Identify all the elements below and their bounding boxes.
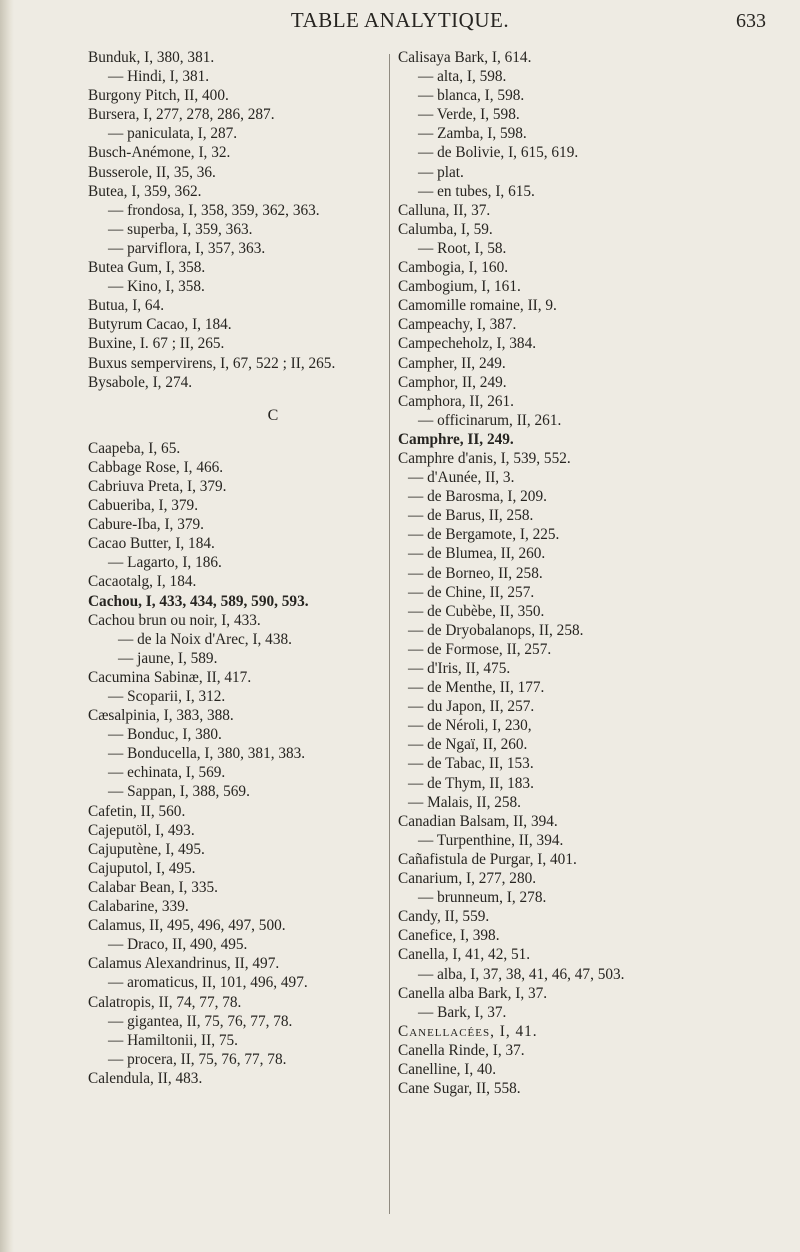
index-entry: — de Bolivie, I, 615, 619. [418,144,579,162]
index-entry: Bysabole, I, 274. [88,373,193,391]
index-entry: Calluna, II, 37. [398,201,491,219]
index-entry: — paniculata, I, 287. [108,125,238,143]
index-entry: Calamus, II, 495, 496, 497, 500. [88,917,286,935]
index-entry: Burgony Pitch, II, 400. [88,87,229,105]
right-entries [398,48,768,1098]
index-entry: Cajuputol, I, 495. [88,859,196,877]
index-entry: — Malais, II, 258. [408,793,522,811]
index-entry: Camphor, II, 249. [398,373,507,391]
index-entry: Calatropis, II, 74, 77, 78. [88,993,242,1011]
index-entry: — Bonducella, I, 380, 381, 383. [108,745,306,763]
index-entry: — Bark, I, 37. [418,1003,507,1021]
index-entry: Cambogium, I, 161. [398,278,521,296]
index-entry: Camomille romaine, II, 9. [398,297,557,315]
index-entry: Candy, II, 559. [398,908,490,926]
index-entry: — blanca, I, 598. [418,87,525,105]
index-entry: — de Menthe, II, 177. [408,679,545,697]
index-entry: Butyrum Cacao, I, 184. [88,316,232,334]
running-title: TABLE ANALYTIQUE. [290,8,510,32]
index-entry: — de Blumea, II, 260. [408,545,546,563]
right-index-column [398,48,768,1098]
column-divider [389,54,390,1214]
index-entry: — Sappan, I, 388, 569. [108,783,250,801]
index-entry: Calamus Alexandrinus, II, 497. [88,955,280,973]
index-entry: Calumba, I, 59. [398,220,493,238]
index-entry: Camphre d'anis, I, 539, 552. [398,449,571,467]
index-entry: Cajuputène, I, 495. [88,840,205,858]
index-entry: — Verde, I, 598. [418,106,520,124]
index-entry: Canellacées, I, 41. [398,1022,538,1040]
index-entry: Cafetin, II, 560. [88,802,186,820]
index-entry: — alba, I, 37, 38, 41, 46, 47, 503. [418,965,625,983]
index-entry: — de Cubèbe, II, 350. [408,602,545,620]
index-entry: Cabbage Rose, I, 466. [88,458,224,476]
index-entry: Campher, II, 249. [398,354,506,372]
index-entry: Busserole, II, 35, 36. [88,163,216,181]
index-entry: — frondosa, I, 358, 359, 362, 363. [108,201,320,219]
index-entry: — de Bergamote, I, 225. [408,526,560,544]
index-entry: Canadian Balsam, II, 394. [398,812,558,830]
index-entry: — de Borneo, II, 258. [408,564,543,582]
index-entry: Cacao Butter, I, 184. [88,535,215,553]
index-entry: Campecheholz, I, 384. [398,335,537,353]
index-entry: — officinarum, II, 261. [418,411,562,429]
index-entry: — en tubes, I, 615. [418,182,535,200]
index-entry: Butua, I, 64. [88,297,165,315]
index-entry: Camphre, II, 249. [398,430,514,448]
index-entry: — Hindi, I, 381. [108,68,210,86]
index-entry: — de Néroli, I, 230, [408,717,532,735]
index-entry: Cabure-Iba, I, 379. [88,516,204,534]
index-entry: Cambogia, I, 160. [398,259,509,277]
index-entry: Canella, I, 41, 42, 51. [398,946,531,964]
index-entry: Butea Gum, I, 358. [88,259,206,277]
index-entry: Canefice, I, 398. [398,927,500,945]
page-number: 633 [736,10,766,32]
index-entry: — superba, I, 359, 363. [108,220,253,238]
index-entry: — d'Iris, II, 475. [408,660,511,677]
index-entry: Canella Rinde, I, 37. [398,1041,525,1059]
index-entry: — de Chine, II, 257. [408,583,535,601]
index-entry: Canarium, I, 277, 280. [398,870,537,888]
index-entry: — de Ngaï, II, 260. [408,736,528,754]
index-entry: — de Thym, II, 183. [408,774,534,792]
index-entry: — d'Aunée, II, 3. [408,469,515,487]
index-entry: Campeachy, I, 387. [398,316,517,334]
index-entry: Buxine, I. 67 ; II, 265. [88,335,225,353]
index-entry: Cabriuva Preta, I, 379. [88,477,227,495]
index-entry: — Lagarto, I, 186. [108,554,222,572]
index-entry: Canelline, I, 40. [398,1060,497,1078]
index-entry: — echinata, I, 569. [108,764,226,782]
index-entry: Busch-Anémone, I, 32. [88,144,231,162]
index-entry: Calendula, II, 483. [88,1069,203,1087]
index-entry: Cañafistula de Purgar, I, 401. [398,850,577,868]
index-entry: Buxus sempervirens, I, 67, 522 ; II, 265. [88,354,336,372]
index-entry: — gigantea, II, 75, 76, 77, 78. [108,1012,293,1030]
index-entry: — Scoparii, I, 312. [108,688,226,705]
index-entry: — de la Noix d'Arec, I, 438. [118,630,292,648]
index-entry: Calabarine, 339. [88,898,189,916]
index-entry: Camphora, II, 261. [398,392,514,410]
index-entry: — aromaticus, II, 101, 496, 497. [108,974,308,992]
index-entry: — plat. [418,163,464,181]
index-entry: — du Japon, II, 257. [408,698,535,716]
index-entry: Calabar Bean, I, 335. [88,878,218,896]
index-entry: — parviflora, I, 357, 363. [108,239,266,257]
index-entry: Cacaotalg, I, 184. [88,573,197,591]
letter-heading-c: C [267,406,279,424]
index-entry: Bursera, I, 277, 278, 286, 287. [88,106,275,124]
index-entry: — alta, I, 598. [418,68,507,86]
index-entry: Cajeputöl, I, 493. [88,821,195,839]
index-entry: Bunduk, I, 380, 381. [88,49,215,66]
index-entry: — brunneum, I, 278. [418,889,547,907]
index-entry: — de Barosma, I, 209. [408,488,547,506]
index-entry: Cachou, I, 433, 434, 589, 590, 593. [88,592,309,610]
index-entry: — de Dryobalanops, II, 258. [408,621,584,639]
index-entry: — de Barus, II, 258. [408,507,534,525]
index-entry: — Zamba, I, 598. [418,125,527,143]
index-entry: — Draco, II, 490, 495. [108,936,248,954]
index-entry: Canella alba Bark, I, 37. [398,984,548,1002]
index-entry: Cane Sugar, II, 558. [398,1080,521,1098]
index-entry: — procera, II, 75, 76, 77, 78. [108,1050,287,1068]
index-entry: Cabueriba, I, 379. [88,497,199,515]
index-entry: Cæsalpinia, I, 383, 388. [88,707,234,725]
page-binding-edge [0,0,14,1252]
index-entry: Calisaya Bark, I, 614. [398,49,532,66]
page-header [0,8,800,38]
index-entry: — de Formose, II, 257. [408,640,552,658]
index-entry: — Root, I, 58. [418,239,507,257]
index-entry: Cachou brun ou noir, I, 433. [88,611,261,629]
index-entry: Caapeba, I, 65. [88,439,181,457]
index-entry: Butea, I, 359, 362. [88,182,202,200]
index-entry: — jaune, I, 589. [118,649,218,667]
index-entry: — de Tabac, II, 153. [408,755,534,773]
index-entry: Cacumina Sabinæ, II, 417. [88,668,252,686]
index-entry: — Bonduc, I, 380. [108,726,222,744]
index-entry: — Turpenthine, II, 394. [418,831,564,849]
index-entry: — Hamiltonii, II, 75. [108,1031,239,1049]
index-entry: — Kino, I, 358. [108,278,205,296]
